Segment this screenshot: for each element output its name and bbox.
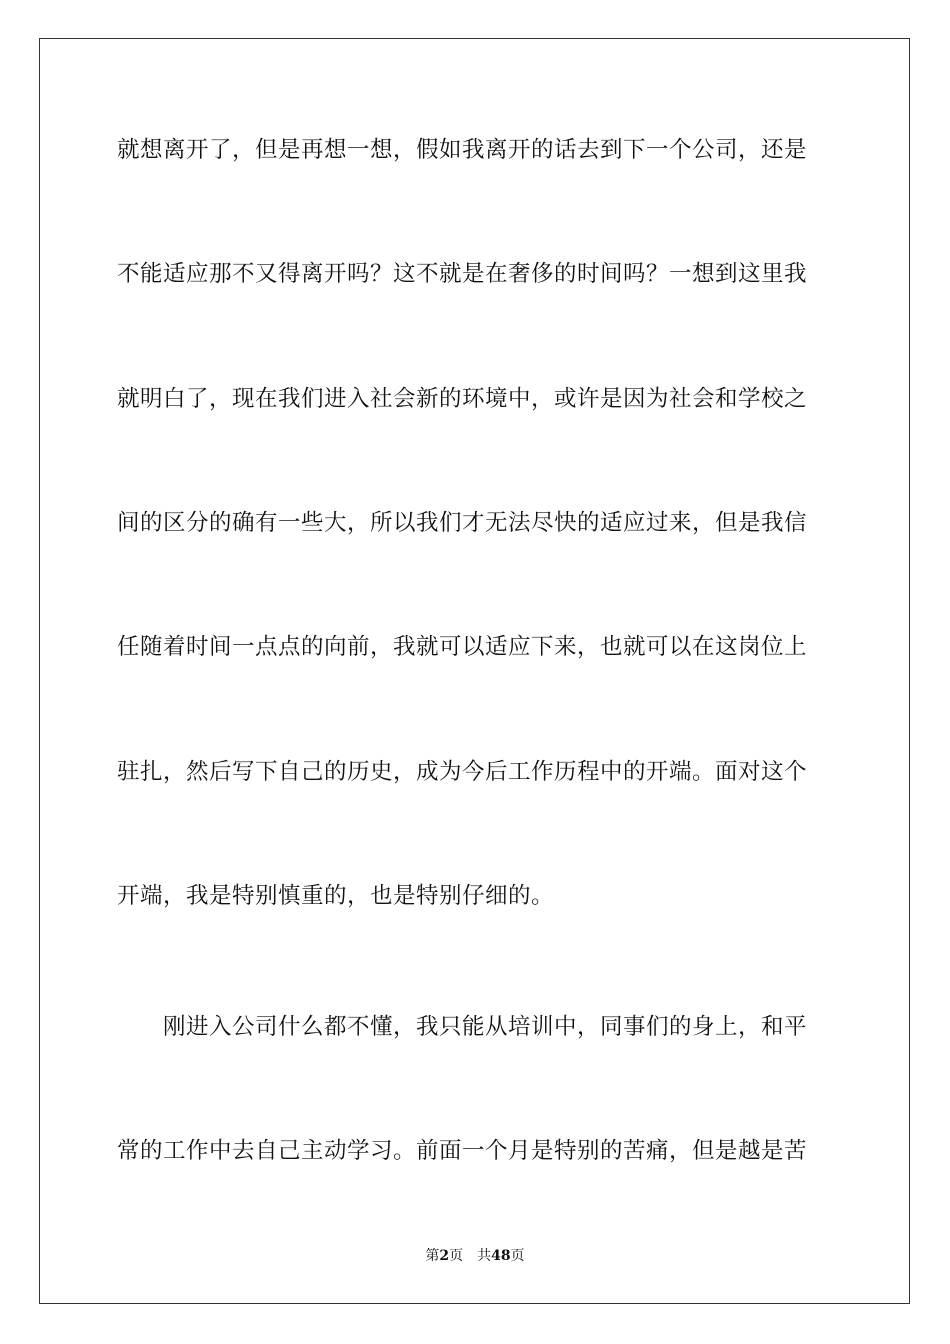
- text-line: 就想离开了，但是再想一想，假如我离开的话去到下一个公司，还是: [117, 137, 808, 163]
- text-line: 就明白了，现在我们进入社会新的环境中，或许是因为社会和学校之: [117, 386, 808, 412]
- text-line: 任随着时间一点点的向前，我就可以适应下来，也就可以在这岗位上: [117, 634, 808, 660]
- text-line: 间的区分的确有一些大，所以我们才无法尽快的适应过来，但是我信: [117, 510, 808, 536]
- text-line: 不能适应那不又得离开吗？这不就是在奢侈的时间吗？一想到这里我: [117, 261, 808, 287]
- text-line: 刚进入公司什么都不懂，我只能从培训中，同事们的身上，和平: [117, 1014, 808, 1040]
- page-border: [39, 38, 910, 1304]
- text-line: 常的工作中去自己主动学习。前面一个月是特别的苦痛，但是越是苦: [117, 1138, 808, 1164]
- page-footer: [0, 1247, 950, 1265]
- total-suffix: 页: [510, 1248, 525, 1264]
- text-line: 驻扎，然后写下自己的历史，成为今后工作历程中的开端。面对这个: [117, 759, 808, 785]
- page-number: 2: [439, 1248, 450, 1264]
- text-line: 开端，我是特别慎重的，也是特别仔细的。: [117, 883, 555, 909]
- page-suffix: 页: [449, 1248, 464, 1264]
- total-pages: 48: [491, 1248, 511, 1264]
- page-prefix: 第: [425, 1248, 440, 1264]
- total-prefix: 共: [477, 1248, 492, 1264]
